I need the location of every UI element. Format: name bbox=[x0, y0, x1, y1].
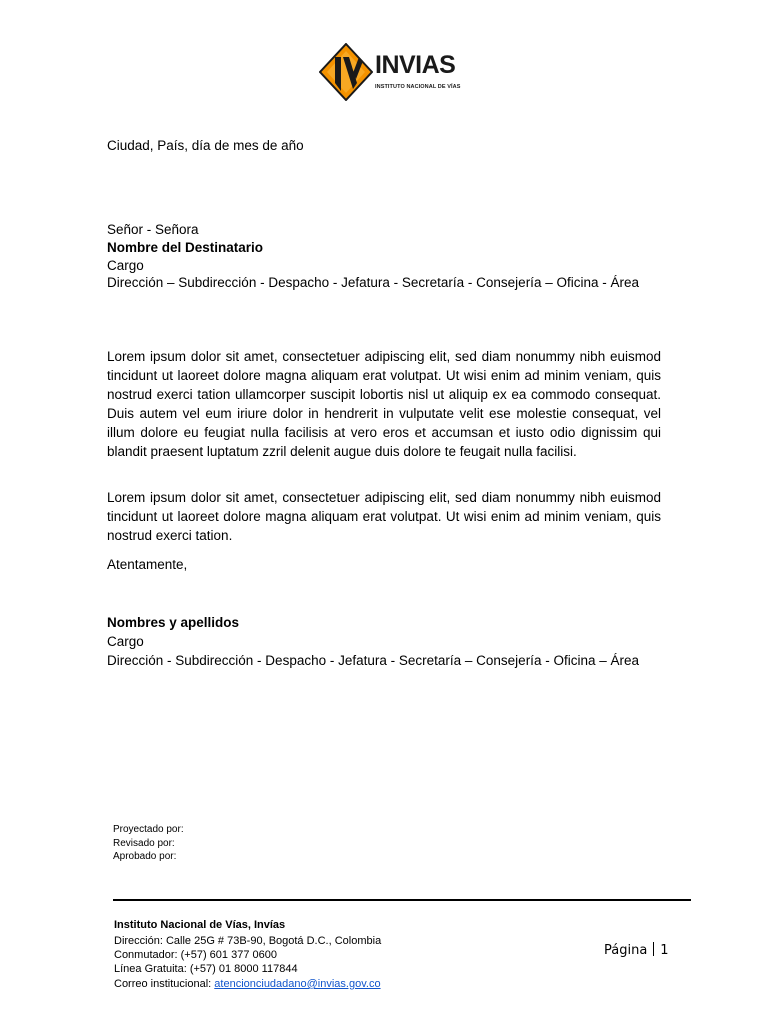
footer-divider bbox=[113, 899, 691, 901]
projected-by: Proyectado por: bbox=[113, 824, 184, 835]
page-number: 1 bbox=[660, 943, 669, 958]
approved-by: Aprobado por: bbox=[113, 851, 177, 862]
closing: Atentamente, bbox=[107, 557, 188, 572]
footer-switchboard: Conmutador: (+57) 601 377 0600 bbox=[114, 949, 277, 961]
logo-wordmark: INVIAS bbox=[375, 51, 456, 79]
recipient-name: Nombre del Destinatario bbox=[107, 240, 264, 255]
footer-org-name: Instituto Nacional de Vías, Invías bbox=[114, 919, 286, 931]
recipient-position: Cargo bbox=[107, 258, 144, 273]
signer-position: Cargo bbox=[107, 634, 144, 649]
invias-logo bbox=[319, 43, 461, 101]
footer-address: Dirección: Calle 25G # 73B-90, Bogotá D.C., Colombia bbox=[114, 935, 382, 947]
page-label: Página bbox=[604, 943, 648, 958]
salutation: Señor - Señora bbox=[107, 222, 199, 237]
footer-email-line bbox=[114, 977, 381, 991]
page-separator bbox=[653, 942, 654, 956]
logo-subtitle: INSTITUTO NACIONAL DE VÍAS bbox=[375, 84, 461, 90]
signer-unit: Dirección - Subdirección - Despacho - Jefatura - Secretaría – Consejería - Oficina – Área bbox=[107, 653, 639, 668]
recipient-unit: Dirección – Subdirección - Despacho - Jefatura - Secretaría - Consejería – Oficina - Área bbox=[107, 275, 639, 290]
footer-email-label: Correo institucional: bbox=[114, 978, 215, 990]
signer-name: Nombres y apellidos bbox=[107, 615, 240, 630]
body-paragraph-1: Lorem ipsum dolor sit amet, consectetuer adipiscing elit, sed diam nonummy nibh euismod tincidunt ut laoreet dolore magna aliquam erat volutpat. Ut wisi enim ad minim veniam, quis nostrud exerci tation ullamcorper suscipit lobortis nisl ut aliquip ex ea commodo consequat. Duis autem vel eum iriure dolor in hendrerit in vulputate velit ese molestie consequat, vel illum dolore eu feugiat nulla facilisis at vero eros et accumsan et iusto odio dignissim qui blandit praesent luptatum zzril delenit augue duis dolore te feugait nulla facilisi. bbox=[107, 349, 661, 459]
footer-toll-free: Línea Gratuita: (+57) 01 8000 117844 bbox=[114, 963, 298, 975]
place-date: Ciudad, País, día de mes de año bbox=[107, 138, 304, 153]
page-number-indicator bbox=[604, 942, 669, 958]
reviewed-by: Revisado por: bbox=[113, 838, 175, 849]
footer-email-link[interactable]: atencionciudadano@invias.gov.co bbox=[214, 978, 381, 990]
body-paragraph-2: Lorem ipsum dolor sit amet, consectetuer adipiscing elit, sed diam nonummy nibh euismod tincidunt ut laoreet dolore magna aliquam erat volutpat. Ut wisi enim ad minim veniam, quis nostrud exerci tation. bbox=[107, 490, 661, 543]
invias-logo-icon bbox=[319, 43, 373, 101]
